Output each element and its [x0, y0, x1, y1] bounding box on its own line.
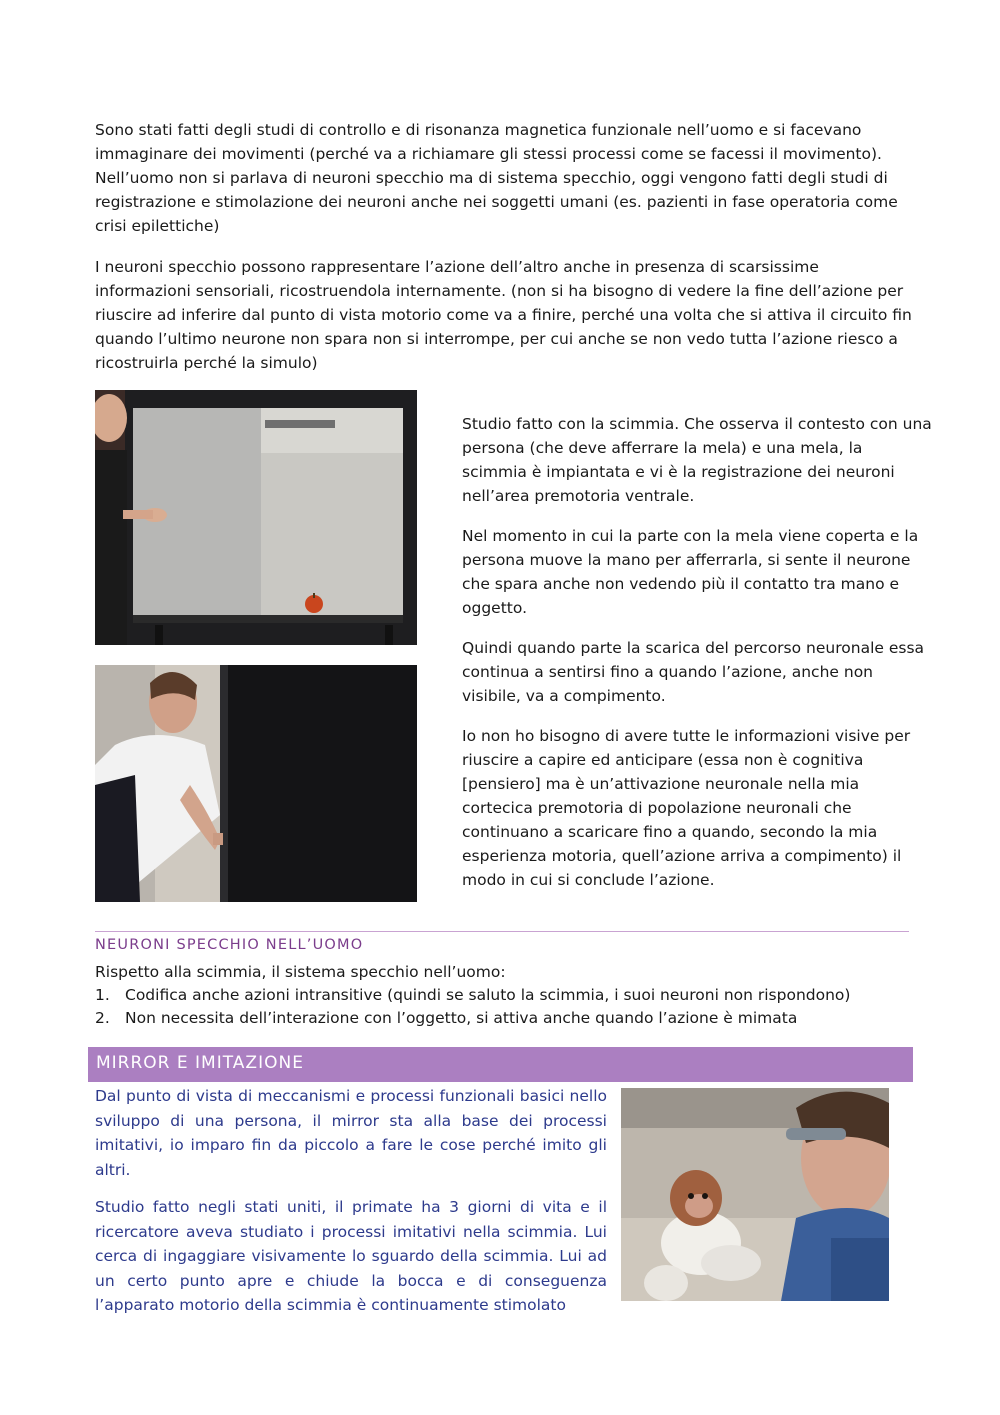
photo-experiment-apple [95, 390, 417, 645]
list-text: Non necessita dell’interazione con l’oggetto, si attiva anche quando l’azione è mimata [125, 1009, 798, 1027]
list-intro: Rispetto alla scimmia, il sistema specchio nell’uomo: [95, 963, 506, 981]
side-paragraph: Quindi quando parte la scarica del percorso neuronale essa continua a sentirsi fino a quando l’azione, anche non visibile, va a compimento. [462, 639, 925, 705]
side-paragraph: Nel momento in cui la parte con la mela viene coperta e la persona muove la mano per afferrarla, si sente il neurone che spara anche non vedendo più il contatto tra mano e oggetto. [462, 527, 919, 617]
section-divider [95, 931, 909, 932]
photo-experiment-hidden-reach [95, 665, 417, 902]
section-heading-neuroni: NEURONI SPECCHIO NELL’UOMO [95, 937, 364, 953]
paragraph-study-primate: Studio fatto negli stati uniti, il primate ha 3 giorni di vita e il ricercatore aveva studiato i processi imitativi nella scimmia. Lui cerca di ingaggiare visivamente lo sguardo della scimmia. Lui ad un certo punto apre e chiude la bocca e di conseguenza l’apparato motorio della scimmia è continuamente stimolato [95, 1198, 607, 1314]
list-item [95, 984, 850, 1007]
side-paragraph: Studio fatto con la scimmia. Che osserva il contesto con una persona (che deve afferrare la mela) e una mela, la scimmia è impiantata e vi è la registrazione dei neuroni nell’area premotoria ventrale. [462, 415, 932, 505]
paragraph-intro: Sono stati fatti degli studi di controllo e di risonanza magnetica funzionale nell’uomo e si facevano immaginare dei movimenti (perché va a richiamare gli stessi processi come se facessi il movimento). Nell’uomo non si parlava di neuroni specchio ma di sistema specchio, oggi vengono fatti degli studi di registrazione e stimolazione dei neuroni anche nei soggetti umani (es. pazienti in fase operatoria come crisi epilettiche) [95, 121, 898, 235]
section-heading-mirror: MIRROR E IMITAZIONE [96, 1053, 304, 1073]
side-paragraph: Io non ho bisogno di avere tutte le informazioni visive per riuscire a capire ed anticipare (essa non è cognitiva [pensiero] ma è un’attivazione neuronale nella mia cortecica premotoria di popolazione neuronali che continuano a scaricare fino a quando, secondo la mia esperienza motoria, quell’azione arriva a compimento) il modo in cui si conclude l’azione. [462, 727, 911, 889]
numbered-list [95, 984, 850, 1030]
paragraph-mirror-neurons: I neuroni specchio possono rappresentare l’azione dell’altro anche in presenza di scarsissime informazioni sensoriali, ricostruendola internamente. (non si ha bisogno di vedere la fine dell’azione per riuscire ad inferire dal punto di vista motorio come va a finire, perché una volta che si attiva il circuito fin quando l’ultimo neurone non spara non si interrompe, per cui anche se non vedo tutta l’azione riesco a ricostruirla perché la simulo) [95, 258, 912, 372]
section-banner-mirror [88, 1047, 913, 1082]
side-column [462, 412, 932, 908]
paragraph-mirror-imitation: Dal punto di vista di meccanismi e processi funzionali basici nello sviluppo di una persona, il mirror sta alla base dei processi imitativi, io imparo fin da piccolo a fare le cose perché imito gli altri. [95, 1087, 607, 1179]
list-text: Codifica anche azioni intransitive (quindi se saluto la scimmia, i suoi neuroni non rispondono) [125, 986, 851, 1004]
photo-researcher-baby-monkey [621, 1088, 889, 1301]
list-number: 1. [95, 986, 110, 1004]
list-item [95, 1007, 850, 1030]
list-number: 2. [95, 1009, 110, 1027]
